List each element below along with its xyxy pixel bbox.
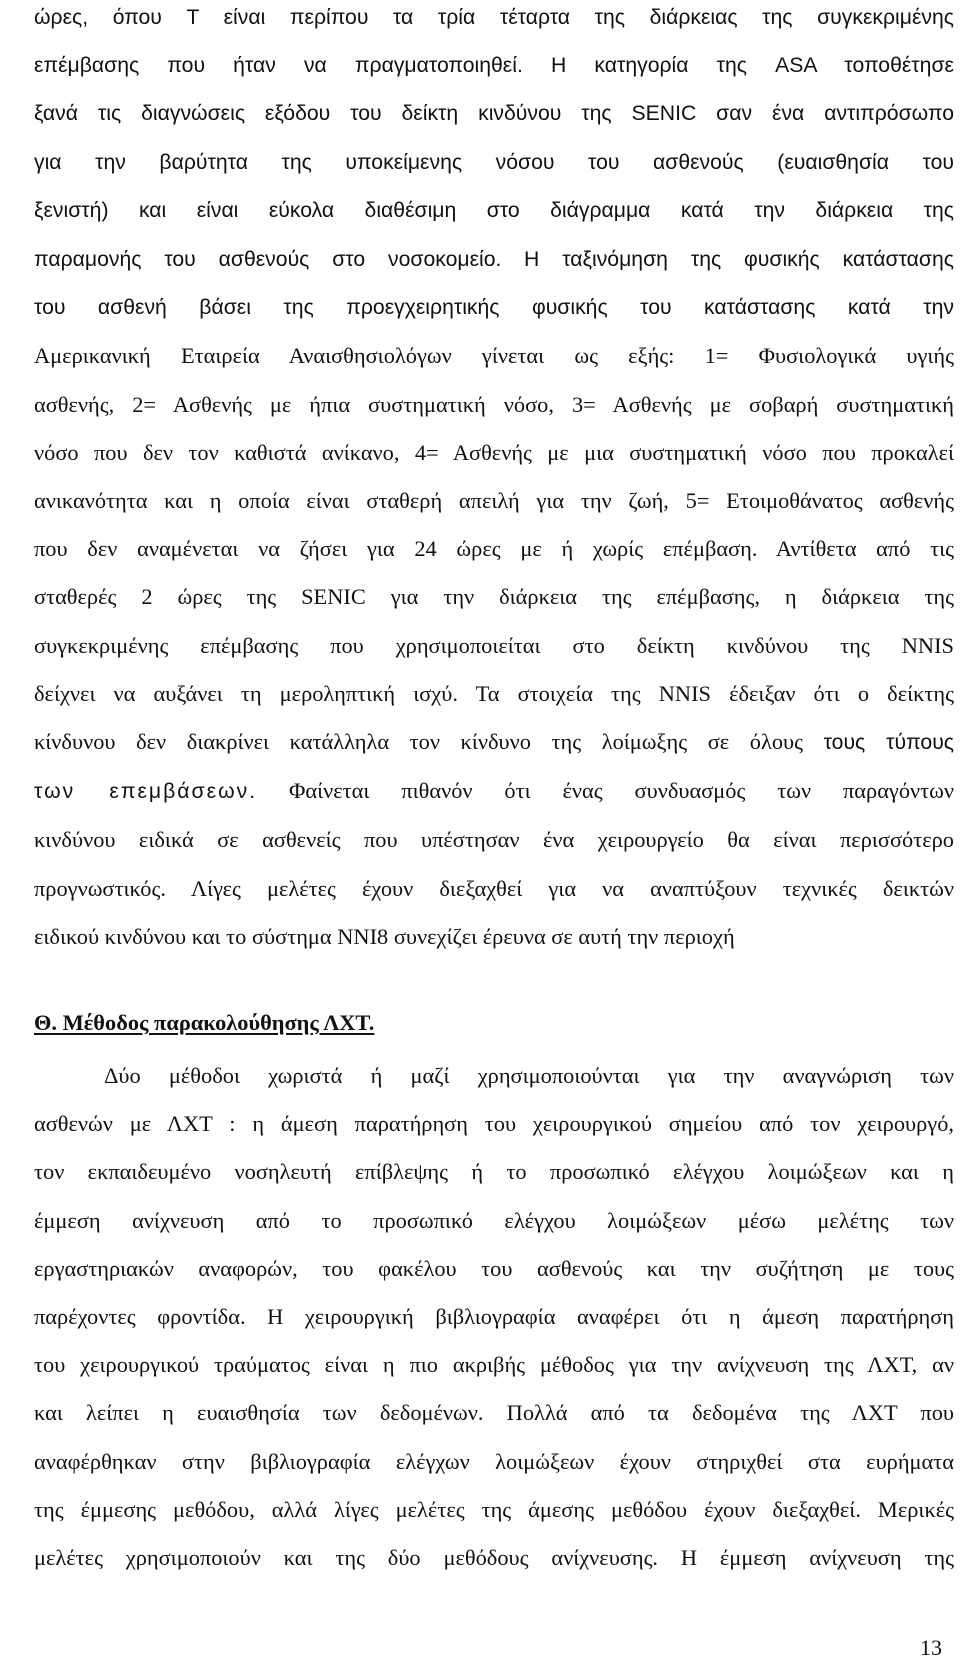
text-segment: Φαίνεται πιθανόν ότι ένας συνδυασμός των παραγόντων	[289, 778, 954, 804]
text-line: επέμβασης που ήταν να πραγματοποιηθεί. Η κατηγορία της ASA τοποθέτησε	[34, 54, 954, 78]
text-segment: Η ταξινόμηση της φυσικής κατάστασης	[524, 248, 954, 272]
text-line: μελέτες χρησιμοποιούν και της δύο μεθόδους ανίχνευσης. Η έμμεση ανίχνευση της	[34, 1545, 954, 1571]
text-line: ξενιστή) και είναι εύκολα διαθέσιμη στο διάγραμμα κατά την διάρκεια της	[34, 198, 954, 222]
text-line: ειδικού κινδύνου και το σύστημα NNI8 συνεχίζει έρευνα σε αυτή την περιοχή	[34, 923, 735, 949]
text-line: σταθερές 2 ώρες της SENIC για την διάρκεια της επέμβασης, η διάρκεια της	[34, 584, 954, 610]
text-line	[34, 235, 954, 284]
section-heading: Θ. Μέθοδος παρακολούθησης ΛΧΤ.	[34, 1010, 375, 1035]
text-line: παρέχοντες φροντίδα. Η χειρουργική βιβλιογραφία αναφέρει ότι η άμεση παρατήρηση	[34, 1304, 954, 1330]
text-line: της έμμεσης μεθόδου, αλλά λίγες μελέτες της άμεσης μεθόδου έχουν διεξαχθεί. Μερικές	[34, 1496, 954, 1522]
text-line: Δύο μέθοδοι χωριστά ή μαζί χρησιμοποιούνται για την αναγνώριση των	[104, 1063, 954, 1088]
text-line: κινδύνου ειδικά σε ασθενείς που υπέστησαν ένα χειρουργείο θα είναι περισσότερο	[34, 827, 954, 853]
text-line: Αμερικανική Εταιρεία Αναισθησιολόγων γίνεται ως εξής: 1= Φυσιολογικά υγιής	[34, 343, 954, 369]
text-line: για την βαρύτητα της υποκείμενης νόσου του ασθενούς (ευαισθησία του	[34, 150, 954, 174]
text-line	[34, 767, 954, 816]
text-line: που δεν αναμένεται να ζήσει για 24 ώρες με ή χωρίς επέμβαση. Αντίθετα από τις	[34, 536, 954, 562]
text-line: συγκεκριμένης επέμβασης που χρησιμοποιείται στο δείκτη κινδύνου της NNIS	[34, 632, 954, 658]
text-line: εργαστηριακών αναφορών, του φακέλου του ασθενούς και την συζήτηση με τους	[34, 1255, 954, 1281]
text-line: και λείπει η ευαισθησία των δεδομένων. Πολλά από τα δεδομένα της ΛΧΤ που	[34, 1400, 954, 1426]
text-line: ασθενών με ΛΧΤ : η άμεση παρατήρηση του χειρουργικού σημείου από τον χειρουργό,	[34, 1111, 954, 1137]
text-line: ώρες, όπου T είναι περίπου τα τρία τέταρτα της διάρκειας της συγκεκριμένης	[34, 6, 954, 29]
text-line: νόσο που δεν τον καθιστά ανίκανο, 4= Ασθενής με μια συστηματική νόσο που προκαλεί	[34, 439, 954, 465]
text-line: ξανά τις διαγνώσεις εξόδου του δείκτη κινδύνου της SENIC σαν ένα αντιπρόσωπο	[34, 102, 954, 126]
text-line: τον εκπαιδευμένο νοσηλευτή επίβλεψης ή το προσωπικό ελέγχου λοιμώξεων και η	[34, 1159, 954, 1185]
text-line: αναφέρθηκαν στην βιβλιογραφία ελέγχων λοιμώξεων έχουν στηριχθεί στα ευρήματα	[34, 1448, 954, 1474]
text-line: του χειρουργικού τραύματος είναι η πιο ακριβής μέθοδος για την ανίχνευση της ΛΧΤ, αν	[34, 1352, 954, 1378]
text-segment: κίνδυνου δεν διακρίνει κατάλληλα τον κίνδυνο της λοίμωξης σε όλους	[34, 729, 803, 755]
text-segment: των επεμβάσεων.	[34, 780, 258, 804]
page-number: 13	[920, 1635, 942, 1660]
text-line: ασθενής, 2= Ασθενής με ήπια συστηματική νόσο, 3= Ασθενής με σοβαρή συστηματική	[34, 391, 954, 417]
text-line: ανικανότητα και η οποία είναι σταθερή απειλή για την ζωή, 5= Ετοιμοθάνατος ασθενής	[34, 488, 954, 514]
text-line: του ασθενή βάσει της προεγχειρητικής φυσικής του κατάστασης κατά την	[34, 296, 954, 320]
text-line: προγνωστικός. Λίγες μελέτες έχουν διεξαχθεί για να αναπτύξουν τεχνικές δεικτών	[34, 875, 954, 901]
paragraph-1	[34, 0, 954, 961]
text-segment: παραμονής του ασθενούς στο νοσοκομείο.	[34, 248, 502, 272]
text-line: έμμεση ανίχνευση από το προσωπικό ελέγχου λοιμώξεων μέσω μελέτης των	[34, 1207, 954, 1233]
text-line: δείχνει να αυξάνει τη μεροληπτική ισχύ. Τα στοιχεία της NNIS έδειξαν ότι ο δείκτης	[34, 680, 954, 706]
text-segment: τους τύπους	[823, 731, 954, 755]
paragraph-2	[34, 1052, 954, 1582]
text-line	[34, 718, 954, 767]
